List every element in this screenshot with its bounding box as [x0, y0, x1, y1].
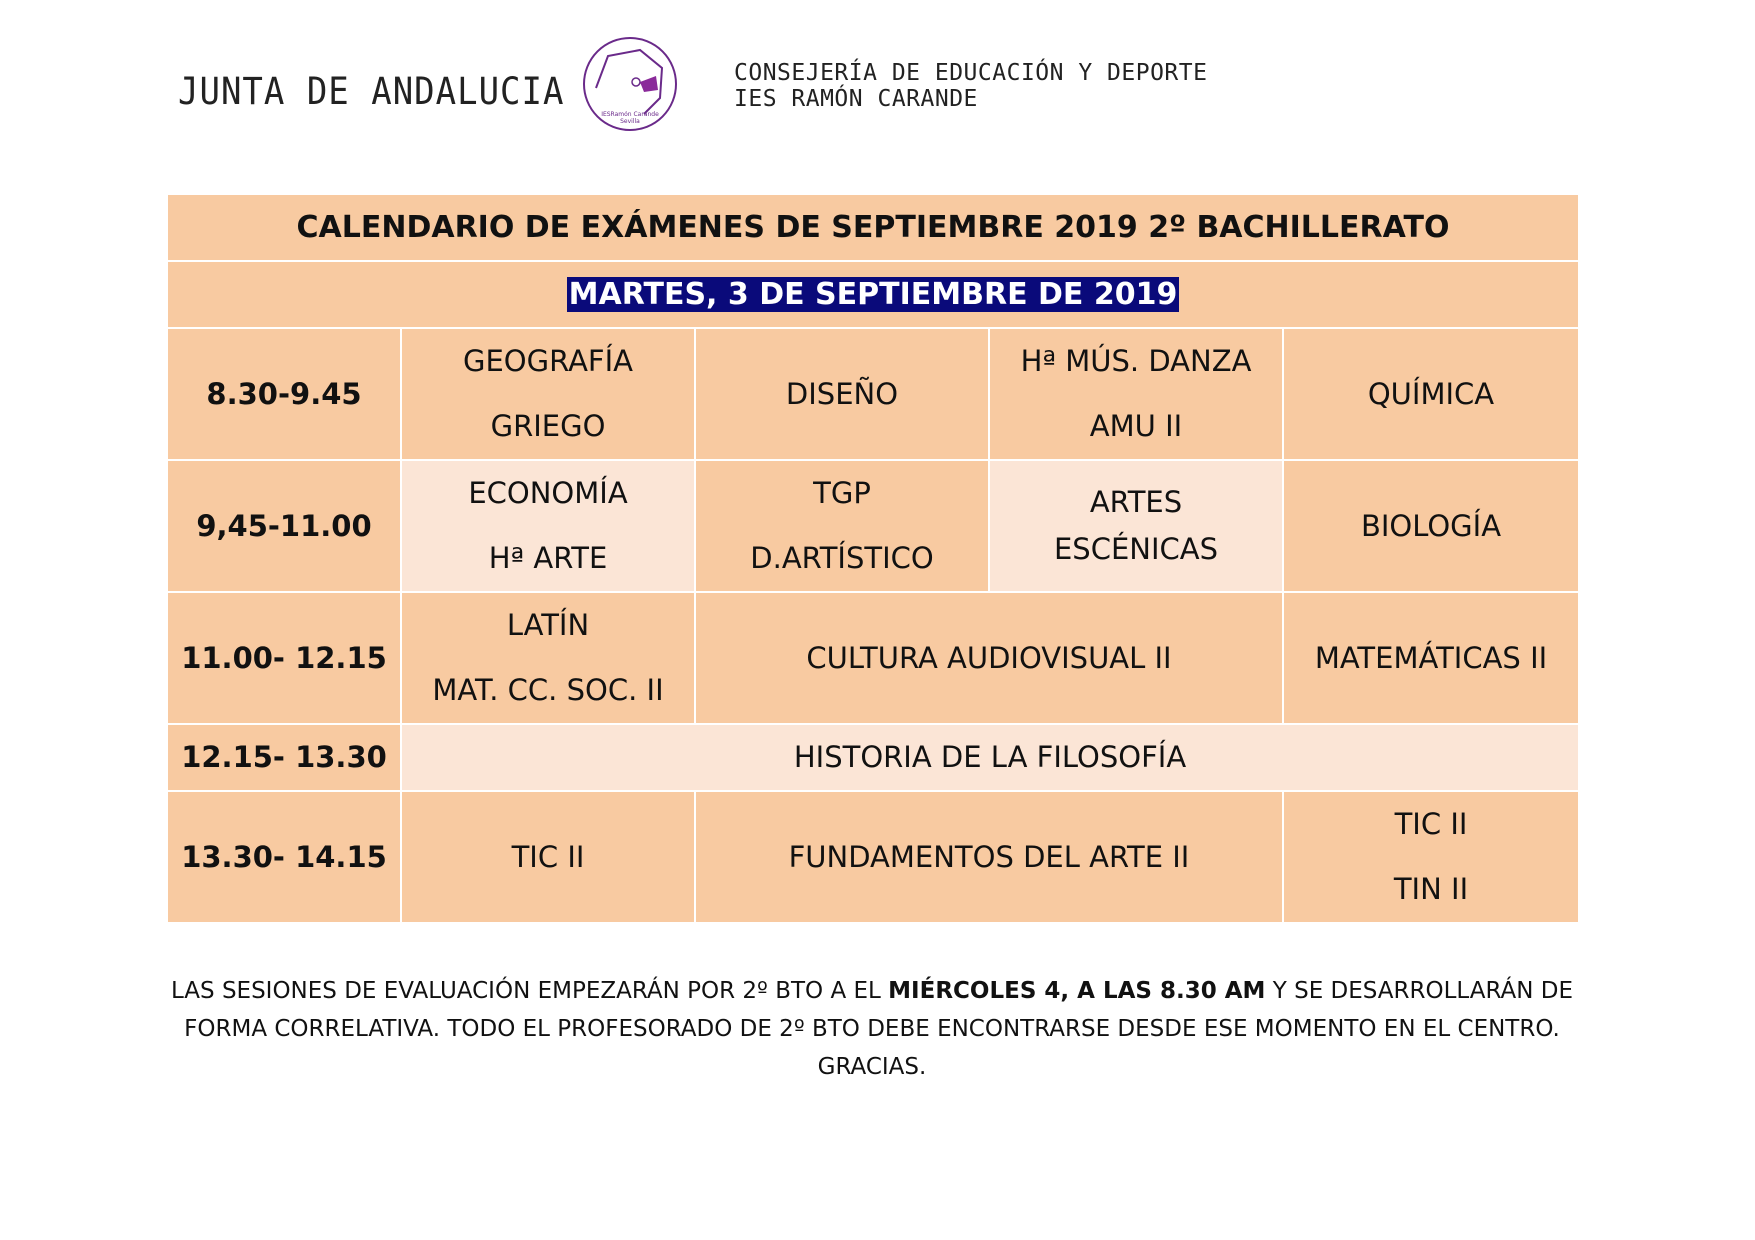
exam-cell: [1283, 791, 1579, 923]
consejeria-line2: IES RAMÓN CARANDE: [734, 86, 978, 112]
exam-cell: DISEÑO: [695, 328, 989, 460]
table-row: [167, 592, 1579, 724]
exam-cell: MATEMÁTICAS II: [1283, 592, 1579, 724]
time-slot: 13.30- 14.15: [167, 791, 401, 923]
consejeria-line1: CONSEJERÍA DE EDUCACIÓN Y DEPORTE: [734, 60, 1208, 86]
exam-date: MARTES, 3 DE SEPTIEMBRE DE 2019: [568, 277, 1178, 312]
title-row: [167, 194, 1579, 261]
time-slot: 12.15- 13.30: [167, 724, 401, 791]
time-slot: 8.30-9.45: [167, 328, 401, 460]
time-slot: 9,45-11.00: [167, 460, 401, 592]
subject: MAT. CC. SOC. II: [432, 673, 664, 707]
subject: Hª ARTE: [488, 541, 608, 575]
note-text: LAS SESIONES DE EVALUACIÓN EMPEZARÁN POR 2º BTO A EL: [170, 978, 889, 1004]
note-bold-text: MIÉRCOLES 4, A LAS 8.30 AM: [888, 978, 1266, 1004]
exam-cell: CULTURA AUDIOVISUAL II: [695, 592, 1283, 724]
exam-cell: [401, 328, 695, 460]
exam-cell: FUNDAMENTOS DEL ARTE II: [695, 791, 1283, 923]
evaluation-note: [166, 972, 1578, 1086]
subject: ECONOMÍA: [468, 476, 628, 510]
table-row: [167, 791, 1579, 923]
exam-cell: [401, 592, 695, 724]
exam-cell: [989, 460, 1283, 592]
date-row: [167, 261, 1579, 328]
ies-ramon-carande-logo: [578, 36, 682, 132]
exam-cell: [695, 460, 989, 592]
exam-cell: [989, 328, 1283, 460]
subject: D.ARTÍSTICO: [750, 541, 934, 575]
subject: LATÍN: [506, 608, 590, 642]
subject: GEOGRAFÍA: [463, 344, 633, 378]
schedule-title: CALENDARIO DE EXÁMENES DE SEPTIEMBRE 2019 2º BACHILLERATO: [167, 194, 1579, 261]
exam-cell: [401, 460, 695, 592]
consejeria-header: [734, 60, 1207, 112]
table-row: [167, 328, 1579, 460]
exam-schedule-table: [166, 193, 1580, 924]
time-slot: 11.00- 12.15: [167, 592, 401, 724]
exam-cell: QUÍMICA: [1283, 328, 1579, 460]
subject: Hª MÚS. DANZA: [1020, 344, 1252, 378]
subject: GRIEGO: [490, 409, 606, 443]
exam-cell: HISTORIA DE LA FILOSOFÍA: [401, 724, 1579, 791]
subject: TGP: [813, 476, 871, 510]
junta-de-andalucia-logo: JUNTA DE ANDALUCIA: [178, 70, 565, 114]
subject: TIN II: [1393, 872, 1469, 906]
subject: ESCÉNICAS: [1053, 532, 1219, 566]
exam-cell: BIOLOGÍA: [1283, 460, 1579, 592]
table-row: [167, 460, 1579, 592]
subject: AMU II: [1089, 409, 1183, 443]
subject: ARTES: [1089, 485, 1183, 519]
exam-cell: TIC II: [401, 791, 695, 923]
svg-text:IESRamón Carande: IESRamón Carande: [601, 111, 659, 118]
note-text: Y SE DESARROLLARÁN DE FORMA CORRELATIVA. TODO EL PROFESORADO DE 2º BTO DEBE ENCONTRARSE DESDE ESE MOMENTO EN EL CENTRO. GRACIAS.: [184, 978, 1574, 1080]
date-cell: [167, 261, 1579, 328]
svg-text:Sevilla: Sevilla: [620, 118, 640, 125]
subject: TIC II: [1394, 807, 1468, 841]
table-row: [167, 724, 1579, 791]
